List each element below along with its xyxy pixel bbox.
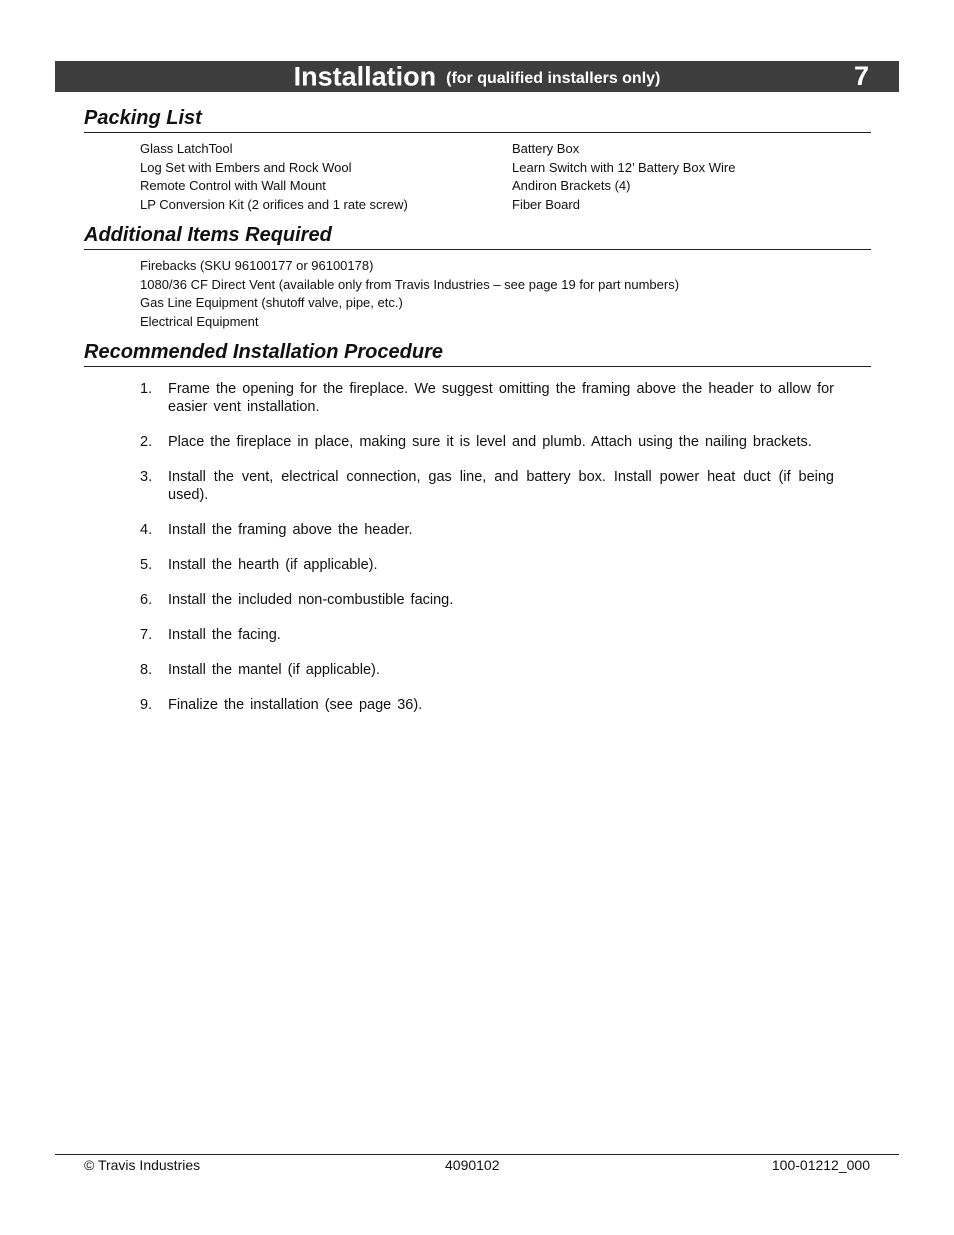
step-number: 6. [140,592,153,608]
step-number: 3. [140,469,153,485]
additional-items-list [140,257,679,331]
procedure-steps [140,380,834,731]
packing-list-heading: Packing List [84,106,871,133]
step-number: 8. [140,662,153,678]
list-item: Battery Box [512,141,580,156]
header-title-group [55,61,899,92]
procedure-step [140,468,834,504]
step-text: Install the hearth (if applicable). [168,557,378,573]
procedure-step [140,626,834,644]
additional-items-heading: Additional Items Required [84,223,871,250]
section-title: Installation [293,61,437,92]
procedure-step [140,591,834,609]
footer-document-number: 4090102 [445,1157,500,1173]
list-item: Fiber Board [512,196,580,212]
list-item: Learn Switch with 12’ Battery Box Wire [512,159,736,175]
procedure-step [140,521,834,539]
section-header-bar [55,61,899,92]
packing-list-right-column [512,140,736,214]
procedure-step [140,433,834,451]
list-item: Log Set with Embers and Rock Wool [140,159,352,175]
footer-divider [55,1154,899,1155]
step-number: 9. [140,697,153,713]
step-number: 2. [140,434,153,450]
list-item: 1080/36 CF Direct Vent (available only from Travis Industries – see page 19 for part numbers) [140,276,680,292]
footer-copyright: © Travis Industries [84,1157,201,1173]
packing-list-left-column [140,140,408,214]
step-text: Install the facing. [168,627,281,643]
step-text: Place the fireplace in place, making sure it is level and plumb. Attach using the nailing brackets. [168,434,812,450]
step-text: Finalize the installation (see page 36). [168,697,423,713]
procedure-heading: Recommended Installation Procedure [84,340,871,367]
step-text: Frame the opening for the fireplace. We suggest omitting the framing above the header to allow for easier vent installation. [168,381,834,415]
step-number: 1. [140,381,153,397]
step-text: Install the framing above the header. [168,522,413,538]
step-number: 4. [140,522,153,538]
procedure-step [140,696,834,714]
list-item: LP Conversion Kit (2 orifices and 1 rate screw) [140,196,408,212]
page-number: 7 [853,61,869,91]
list-item: Electrical Equipment [140,313,259,329]
step-text: Install the included non-combustible facing. [168,592,454,608]
procedure-step [140,380,834,416]
list-item: Andiron Brackets (4) [512,178,631,194]
step-text: Install the vent, electrical connection, gas line, and battery box. Install power heat duct (if being used). [168,469,834,503]
list-item: Gas Line Equipment (shutoff valve, pipe, etc.) [140,295,403,311]
list-item: Remote Control with Wall Mount [140,178,326,194]
step-number: 7. [140,627,153,643]
step-number: 5. [140,557,153,573]
step-text: Install the mantel (if applicable). [168,662,380,678]
list-item: Glass LatchTool [140,141,233,156]
footer-part-number: 100-01212_000 [771,1157,870,1173]
procedure-step [140,556,834,574]
list-item: Firebacks (SKU 96100177 or 96100178) [140,258,374,273]
procedure-step [140,661,834,679]
section-subtitle: (for qualified installers only) [446,70,661,88]
